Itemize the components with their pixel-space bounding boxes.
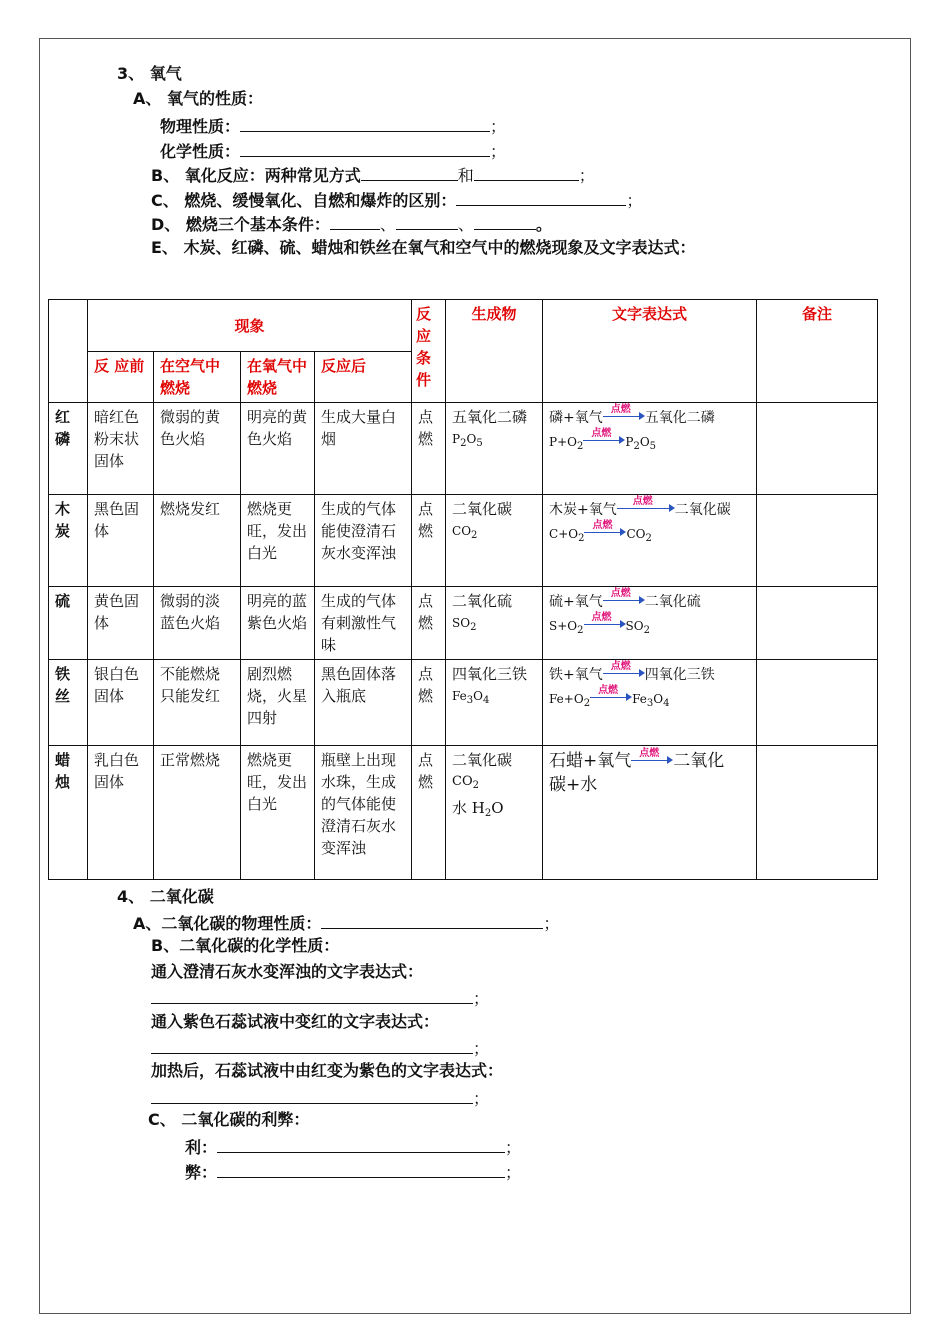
combustion-conditions-line (151, 213, 552, 235)
ignite-arrow-icon: 点燃 (603, 593, 645, 607)
word-equation: 木炭+氧气 点燃 二氧化碳 (549, 496, 731, 518)
word-equation: 磷+氧气 点燃 五氧化二磷 (549, 404, 715, 426)
product-formula: $CO_2$ (452, 524, 478, 541)
word-equation: 石蜡+氧气 点燃 二氧化 (549, 748, 725, 771)
oxidation-blank-2[interactable] (474, 164, 579, 181)
after-header: 反应后 (315, 352, 412, 403)
product-name: 二氧化碳 (452, 500, 513, 518)
symbol-equation: $Fe+O_2$ 点燃 $Fe_3O_4$ (549, 685, 670, 709)
pros-label: 利： (185, 1138, 218, 1157)
and-text: 和 (457, 166, 474, 185)
condition-blank-2[interactable] (396, 213, 458, 230)
physical-property-blank[interactable] (240, 115, 490, 132)
ignite-arrow-icon: 点燃 (617, 501, 675, 515)
product-header: 生成物 (446, 300, 543, 403)
cell-after: 生成大量白烟 (315, 403, 412, 495)
before-header: 反 应前 (88, 352, 154, 403)
cell-condition: 点燃 (412, 587, 446, 660)
physical-property-label: 物理性质： (160, 117, 241, 136)
limewater-question: 通入澄清石灰水变浑浊的文字表达式： (151, 962, 424, 981)
cell-condition: 点燃 (412, 495, 446, 587)
word-equation: 铁+氧气 点燃 四氧化三铁 (549, 661, 715, 683)
cons-line (185, 1161, 521, 1183)
chemical-property-label: 化学性质： (160, 142, 241, 161)
section-3-heading: 3、 氧气 (117, 64, 182, 83)
cell-expression (543, 746, 757, 880)
cell-product (446, 587, 543, 660)
product-formula: $P_2O_5$ (452, 432, 483, 449)
table-row (49, 660, 878, 746)
row-name: 铁丝 (49, 660, 88, 746)
table-row (49, 587, 878, 660)
row-name: 木炭 (49, 495, 88, 587)
cell-expression (543, 660, 757, 746)
cell-air: 燃烧发红 (154, 495, 241, 587)
product-name: 五氧化二磷 (452, 408, 528, 426)
cons-blank[interactable] (217, 1161, 505, 1178)
cell-before: 银白色固体 (88, 660, 154, 746)
word-equation-cont: 碳+水 (549, 775, 598, 795)
cell-air: 微弱的淡蓝色火焰 (154, 587, 241, 660)
cell-product (446, 660, 543, 746)
cell-oxygen: 燃烧更旺，发出白光 (241, 495, 315, 587)
litmus-red-question: 通入紫色石蕊试液中变红的文字表达式： (151, 1012, 440, 1031)
product-name: 二氧化碳 (452, 751, 513, 769)
semicolon: ； (490, 117, 507, 136)
co2-physical-blank[interactable] (321, 912, 543, 929)
ignite-arrow-icon: 点燃 (603, 409, 645, 423)
oxidation-line (151, 164, 595, 186)
cell-oxygen: 剧烈燃烧，火星四射 (241, 660, 315, 746)
limewater-blank[interactable] (151, 987, 473, 1004)
cell-oxygen: 明亮的蓝紫色火焰 (241, 587, 315, 660)
pros-line (185, 1136, 521, 1158)
phenomena-header: 现象 (88, 300, 412, 352)
chemical-property-blank[interactable] (240, 140, 490, 157)
in-oxygen-header: 在氧气中燃烧 (241, 352, 315, 403)
section-4-heading: 4、 二氧化碳 (117, 887, 214, 906)
ignite-arrow-icon: 点燃 (583, 433, 625, 447)
litmus-heat-question: 加热后，石蕊试液中由红变为紫色的文字表达式： (151, 1061, 504, 1080)
symbol-equation: $S+O_2$ 点燃 $SO_2$ (549, 612, 650, 636)
cell-oxygen: 燃烧更旺，发出白光 (241, 746, 315, 880)
row-name: 硫 (49, 587, 88, 660)
table-row (49, 495, 878, 587)
cell-after: 生成的气体有刺激性气味 (315, 587, 412, 660)
cell-product (446, 403, 543, 495)
cons-label: 弊： (185, 1163, 218, 1182)
oxidation-label: B、 氧化反应：两种常见方式 (151, 166, 361, 185)
cell-note (757, 660, 878, 746)
litmus-heat-blank[interactable] (151, 1087, 473, 1104)
cell-air: 微弱的黄色火焰 (154, 403, 241, 495)
combustion-table (48, 299, 878, 880)
cell-oxygen: 明亮的黄色火焰 (241, 403, 315, 495)
litmus-red-answer-line (151, 1037, 489, 1059)
cell-before: 黄色固体 (88, 587, 154, 660)
cell-air: 正常燃烧 (154, 746, 241, 880)
ignite-arrow-icon: 点燃 (631, 753, 673, 767)
chemical-property-line (160, 140, 506, 162)
in-air-header: 在空气中燃烧 (154, 352, 241, 403)
semicolon: ； (626, 191, 643, 210)
semicolon: ； (543, 914, 560, 933)
cell-before: 黑色固体 (88, 495, 154, 587)
semicolon: ； (490, 142, 507, 161)
symbol-equation: $C+O_2$ 点燃 $CO_2$ (549, 520, 652, 544)
ignite-arrow-icon: 点燃 (584, 525, 626, 539)
ignite-arrow-icon: 点燃 (584, 617, 626, 631)
period: 。 (535, 215, 552, 234)
oxidation-blank-1[interactable] (361, 164, 458, 181)
row-name: 红磷 (49, 403, 88, 495)
litmus-red-blank[interactable] (151, 1037, 473, 1054)
table-row (49, 746, 878, 880)
cell-condition: 点燃 (412, 403, 446, 495)
cell-air: 不能燃烧只能发红 (154, 660, 241, 746)
cell-before: 暗红色粉末状固体 (88, 403, 154, 495)
cell-condition: 点燃 (412, 746, 446, 880)
oxygen-properties-heading: A、 氧气的性质： (133, 89, 263, 108)
product-formula: $Fe_3O_4$ (452, 689, 490, 706)
ignite-arrow-icon: 点燃 (603, 666, 645, 680)
limewater-answer-line (151, 987, 489, 1009)
cell-note (757, 746, 878, 880)
physical-property-line (160, 115, 506, 137)
condition-header: 反应条件 (412, 300, 446, 403)
expression-header: 文字表达式 (543, 300, 757, 403)
separator: 、 (457, 215, 474, 234)
cell-expression (543, 403, 757, 495)
semicolon: ； (505, 1138, 522, 1157)
litmus-heat-answer-line (151, 1087, 489, 1109)
cell-after: 瓶壁上出现水珠，生成的气体能使澄清石灰水变浑浊 (315, 746, 412, 880)
cell-product (446, 746, 543, 880)
row-name: 蜡烛 (49, 746, 88, 880)
product-name: 二氧化硫 (452, 592, 513, 610)
symbol-equation: $P+O_2$ 点燃 $P_2O_5$ (549, 428, 657, 452)
header-row-1 (49, 300, 878, 352)
cell-note (757, 403, 878, 495)
ignite-arrow-icon: 点燃 (590, 690, 632, 704)
cell-note (757, 587, 878, 660)
header-empty-cell (49, 300, 88, 403)
co2-pros-cons-heading: C、 二氧化碳的利弊： (148, 1110, 310, 1129)
cell-after: 黑色固体落入瓶底 (315, 660, 412, 746)
semicolon: ； (473, 989, 490, 1008)
semicolon: ； (473, 1039, 490, 1058)
cell-expression (543, 587, 757, 660)
burning-phenomena-heading: E、 木炭、红磷、硫、蜡烛和铁丝在氧气和空气中的燃烧现象及文字表达式： (151, 238, 696, 257)
cell-note (757, 495, 878, 587)
table-row (49, 403, 878, 495)
semicolon: ； (505, 1163, 522, 1182)
cell-condition: 点燃 (412, 660, 446, 746)
cell-after: 生成的气体能使澄清石灰水变浑浊 (315, 495, 412, 587)
semicolon: ； (473, 1089, 490, 1108)
product-formula: $SO_2$ (452, 616, 477, 633)
product-water: 水 $H_2O$ (452, 799, 504, 819)
cell-product (446, 495, 543, 587)
combustion-conditions-label: D、 燃烧三个基本条件： (151, 215, 330, 234)
co2-physical-line (133, 912, 559, 934)
cell-before: 乳白色固体 (88, 746, 154, 880)
co2-physical-label: A、二氧化碳的物理性质： (133, 914, 322, 933)
co2-chemical-heading: B、二氧化碳的化学性质： (151, 936, 340, 955)
note-header: 备注 (757, 300, 878, 403)
product-name: 四氧化三铁 (452, 665, 528, 683)
condition-blank-1[interactable] (330, 213, 380, 230)
separator: 、 (379, 215, 396, 234)
semicolon: ； (578, 166, 595, 185)
cell-expression (543, 495, 757, 587)
combustion-difference-label: C、 燃烧、缓慢氧化、自燃和爆炸的区别： (151, 191, 457, 210)
combustion-difference-line (151, 189, 642, 211)
condition-blank-3[interactable] (474, 213, 536, 230)
pros-blank[interactable] (217, 1136, 505, 1153)
combustion-difference-blank[interactable] (456, 189, 626, 206)
product-formula: $CO_2$ (452, 774, 479, 791)
word-equation: 硫+氧气 点燃 二氧化硫 (549, 588, 701, 610)
